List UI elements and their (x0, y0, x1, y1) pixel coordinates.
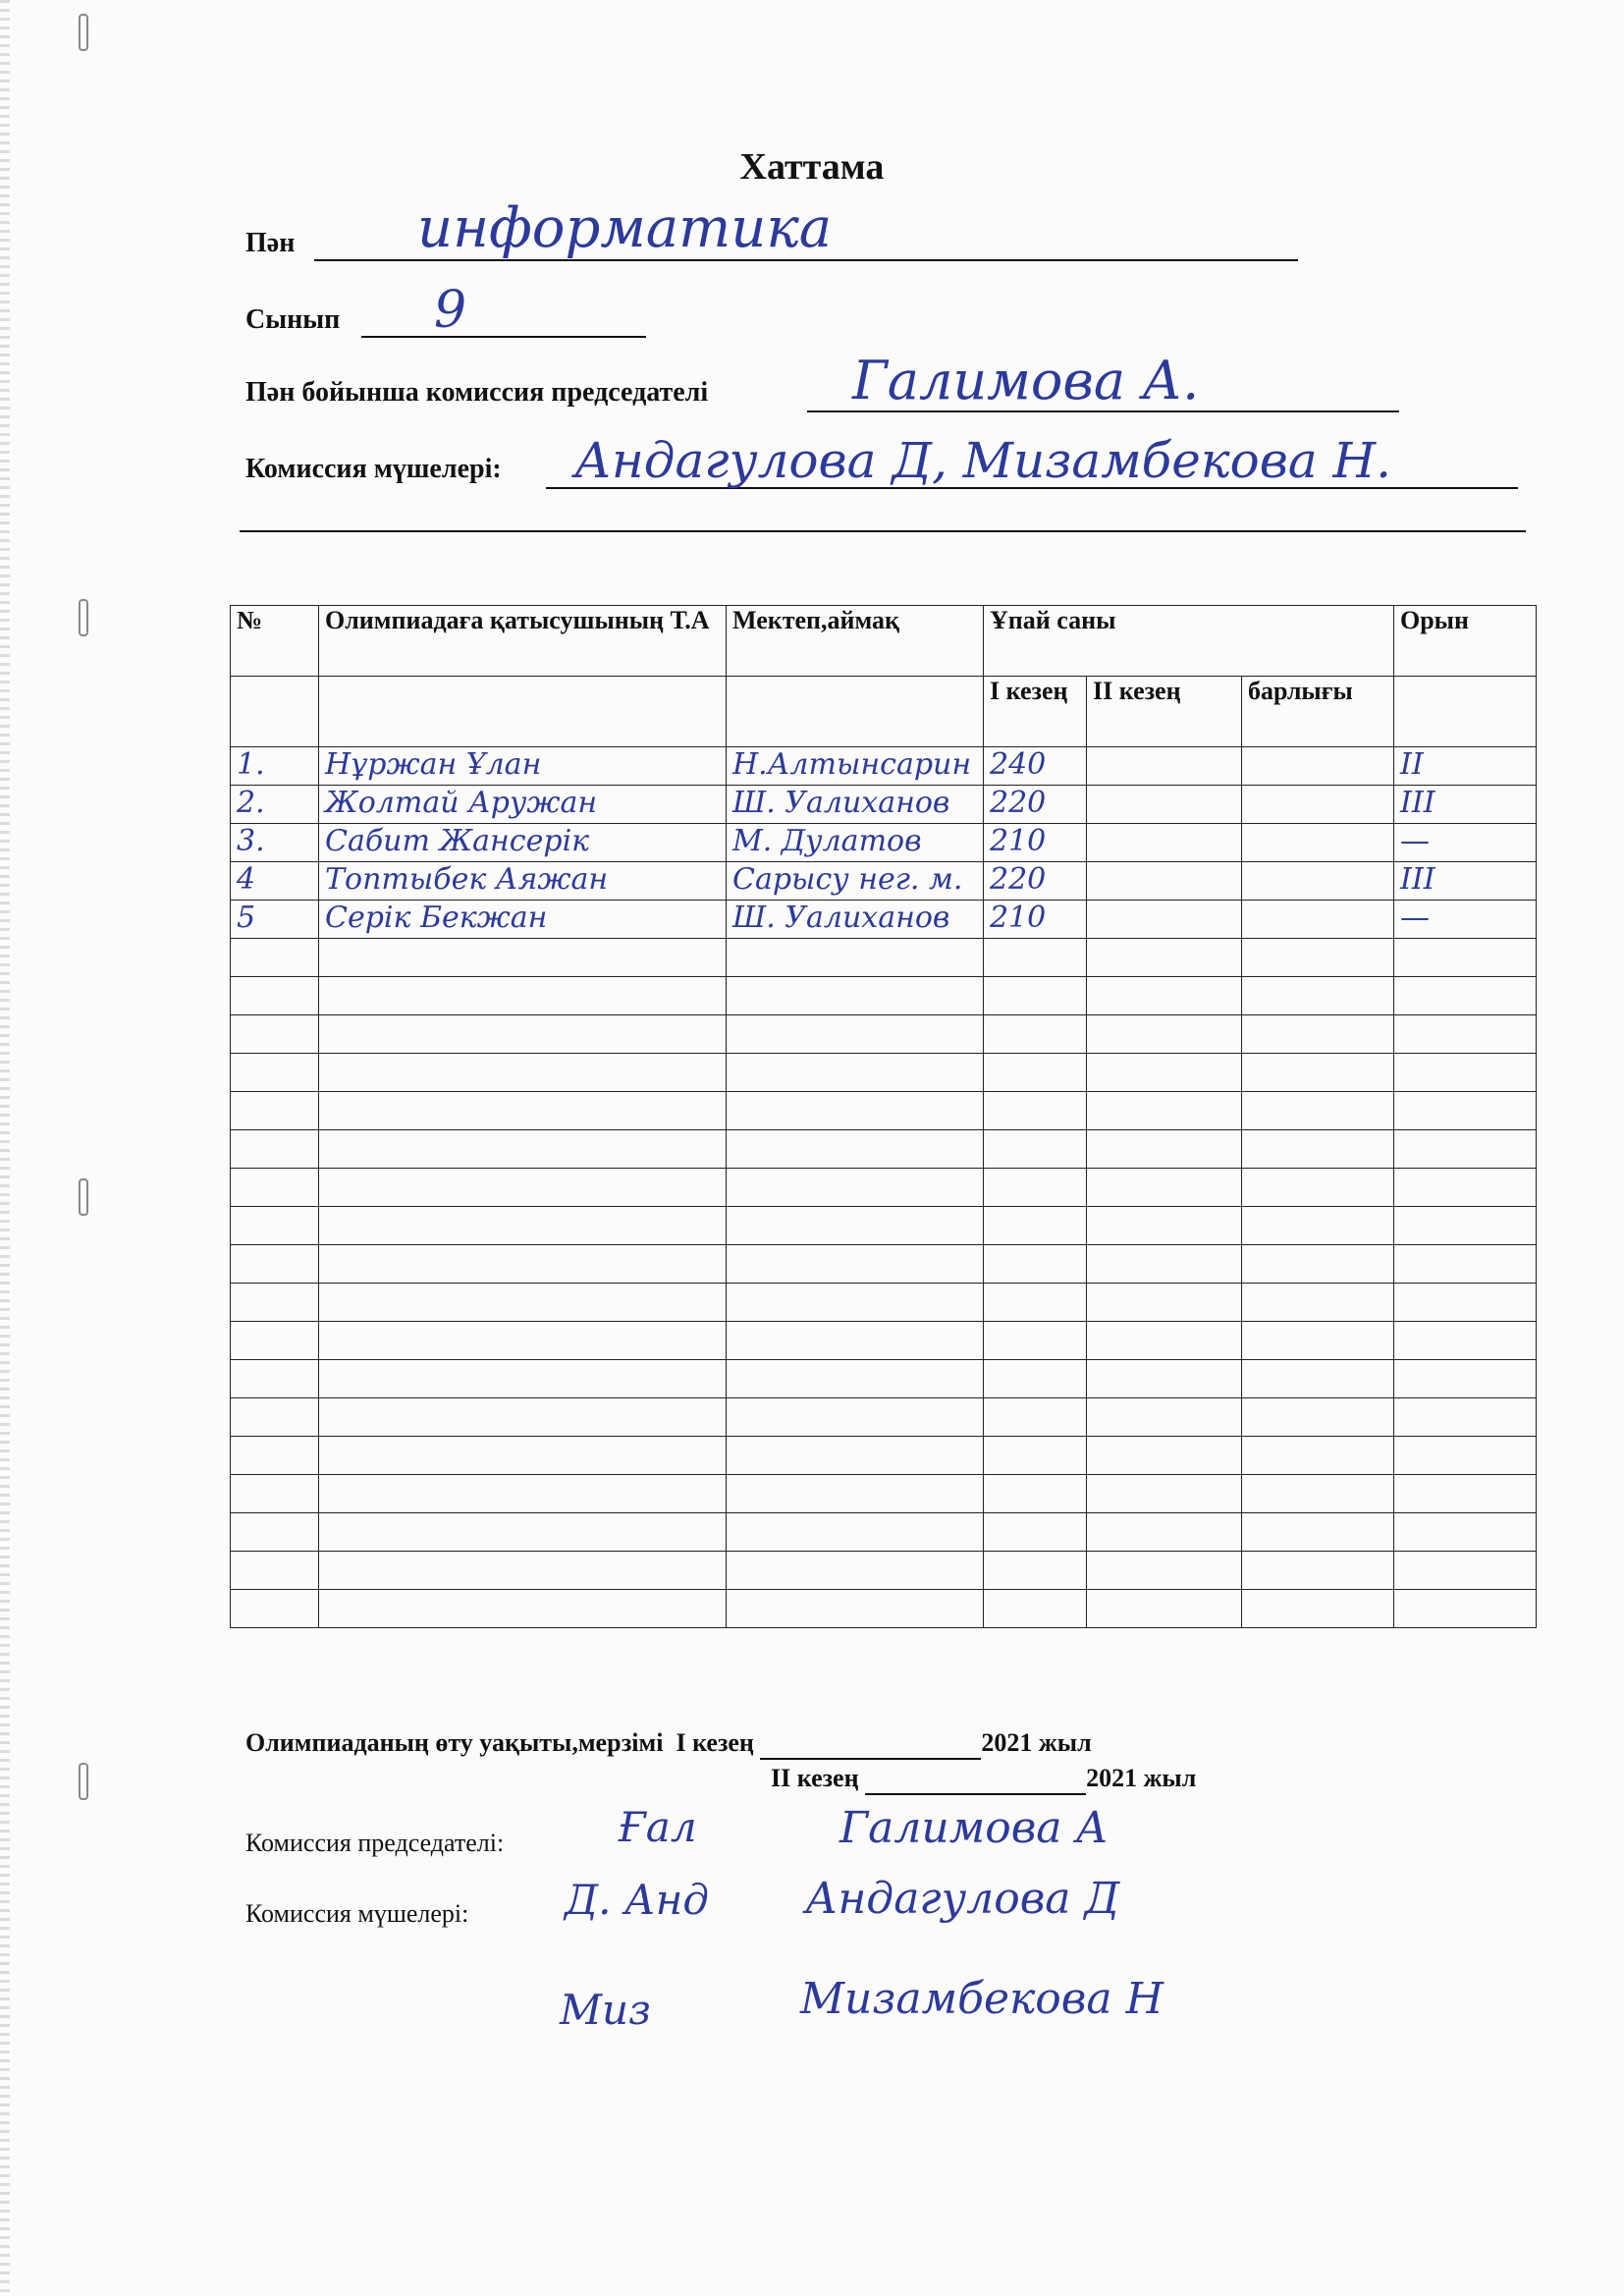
signature-member-1: Д. Анд (565, 1876, 709, 1924)
cell-num (231, 1054, 319, 1092)
cell-place: III (1394, 786, 1537, 824)
cell-stage1 (984, 1437, 1087, 1475)
cell-name (319, 1552, 727, 1590)
cell-school (727, 1284, 984, 1322)
cell-num (231, 1207, 319, 1245)
table-row (231, 824, 1537, 862)
cell-total (1242, 1015, 1394, 1054)
table-row-empty (231, 1437, 1537, 1475)
cell-stage1 (984, 1590, 1087, 1628)
binder-hole (79, 14, 88, 51)
cell-name (319, 1437, 727, 1475)
cell-stage1: 210 (984, 901, 1087, 939)
cell-total (1242, 1475, 1394, 1513)
cell-stage2 (1087, 1398, 1242, 1437)
cell-total (1242, 1207, 1394, 1245)
sign-chair-name: Галимова А (839, 1803, 1109, 1853)
table-row (231, 786, 1537, 824)
members-line-2 (240, 530, 1526, 532)
document-title: Хаттама (739, 146, 885, 188)
members-label: Комиссия мүшелері: (245, 454, 502, 484)
cell-stage2 (1087, 1513, 1242, 1552)
cell-school: Ш. Уалиханов (727, 901, 984, 939)
cell-school (727, 1207, 984, 1245)
year1: 2021 жыл (981, 1728, 1092, 1757)
table-row-empty (231, 1207, 1537, 1245)
table-row-empty (231, 1513, 1537, 1552)
cell-place (1394, 1398, 1537, 1437)
cell-stage1 (984, 1322, 1087, 1360)
cell-school (727, 1169, 984, 1207)
header-num: № (231, 606, 319, 677)
cell-name (319, 1245, 727, 1284)
table-row-empty (231, 977, 1537, 1015)
cell-name: Нұржан Ұлан (319, 747, 727, 786)
cell-stage2 (1087, 1322, 1242, 1360)
cell-stage1 (984, 1360, 1087, 1398)
cell-school (727, 1130, 984, 1169)
cell-stage1: 220 (984, 786, 1087, 824)
cell-school (727, 1590, 984, 1628)
cell-place (1394, 1360, 1537, 1398)
table-row-empty (231, 1398, 1537, 1437)
cell-name (319, 939, 727, 977)
cell-name (319, 1398, 727, 1437)
cell-num (231, 939, 319, 977)
cell-total (1242, 977, 1394, 1015)
table-row (231, 901, 1537, 939)
subject-value: информатика (417, 196, 833, 260)
cell-stage1 (984, 1207, 1087, 1245)
year2: 2021 жыл (1086, 1764, 1197, 1792)
cell-num (231, 1552, 319, 1590)
cell-num (231, 1322, 319, 1360)
cell-stage2 (1087, 1552, 1242, 1590)
cell-place: — (1394, 824, 1537, 862)
cell-place (1394, 1245, 1537, 1284)
cell-stage1 (984, 977, 1087, 1015)
cell-school: Ш. Уалиханов (727, 786, 984, 824)
table-row-empty (231, 1245, 1537, 1284)
cell-name (319, 1475, 727, 1513)
header-points: Ұпай саны (984, 606, 1394, 677)
cell-stage2 (1087, 1437, 1242, 1475)
cell-school (727, 1015, 984, 1054)
cell-school (727, 1552, 984, 1590)
table-row-empty (231, 1092, 1537, 1130)
cell-stage1 (984, 1513, 1087, 1552)
cell-num (231, 977, 319, 1015)
cell-place: III (1394, 862, 1537, 901)
cell-stage1 (984, 939, 1087, 977)
cell-total (1242, 1398, 1394, 1437)
table-row-empty (231, 1284, 1537, 1322)
cell-num (231, 1590, 319, 1628)
binder-hole (79, 599, 88, 636)
cell-place (1394, 1169, 1537, 1207)
cell-num: 4 (231, 862, 319, 901)
cell-place (1394, 1322, 1537, 1360)
cell-total (1242, 1054, 1394, 1092)
table-row-empty (231, 1552, 1537, 1590)
table-row-empty (231, 1054, 1537, 1092)
cell-total (1242, 1322, 1394, 1360)
cell-school (727, 1437, 984, 1475)
table-row-empty (231, 1169, 1537, 1207)
cell-stage2 (1087, 1475, 1242, 1513)
cell-place (1394, 1475, 1537, 1513)
cell-name (319, 1284, 727, 1322)
cell-place: — (1394, 901, 1537, 939)
table-row-empty (231, 1475, 1537, 1513)
cell-stage2 (1087, 824, 1242, 862)
cell-school (727, 1475, 984, 1513)
cell-num (231, 1398, 319, 1437)
header-blank (319, 677, 727, 747)
cell-name: Сабит Жансерік (319, 824, 727, 862)
cell-stage2 (1087, 1360, 1242, 1398)
cell-stage2 (1087, 901, 1242, 939)
cell-stage2 (1087, 939, 1242, 977)
sign-chair-label: Комиссия председателі: (245, 1829, 505, 1857)
cell-stage2 (1087, 1092, 1242, 1130)
table-row-empty (231, 1130, 1537, 1169)
cell-num (231, 1130, 319, 1169)
subject-label: Пән (245, 228, 296, 258)
cell-stage1 (984, 1169, 1087, 1207)
cell-school: Н.Алтынсарин (727, 747, 984, 786)
header-place: Орын (1394, 606, 1537, 677)
header-stage1: I кезең (984, 677, 1087, 747)
cell-name (319, 1513, 727, 1552)
cell-name (319, 1590, 727, 1628)
cell-num (231, 1169, 319, 1207)
header-school: Мектеп,аймақ (727, 606, 984, 677)
cell-stage2 (1087, 1054, 1242, 1092)
cell-total (1242, 1437, 1394, 1475)
cell-total (1242, 786, 1394, 824)
cell-stage1 (984, 1475, 1087, 1513)
cell-stage2 (1087, 1245, 1242, 1284)
binder-hole (79, 1178, 88, 1216)
cell-name (319, 1360, 727, 1398)
cell-place (1394, 1284, 1537, 1322)
results-table (230, 605, 1537, 1628)
header-total: барлығы (1242, 677, 1394, 747)
table-row-empty (231, 1360, 1537, 1398)
cell-place (1394, 1054, 1537, 1092)
cell-num (231, 1092, 319, 1130)
cell-stage1 (984, 1054, 1087, 1092)
cell-place (1394, 977, 1537, 1015)
cell-school (727, 1245, 984, 1284)
cell-num: 2. (231, 786, 319, 824)
cell-num (231, 1437, 319, 1475)
class-line (361, 336, 646, 338)
cell-num: 5 (231, 901, 319, 939)
cell-name (319, 1054, 727, 1092)
cell-stage2 (1087, 1130, 1242, 1169)
cell-num: 3. (231, 824, 319, 862)
header-blank (727, 677, 984, 747)
cell-place (1394, 1513, 1537, 1552)
cell-school (727, 1398, 984, 1437)
cell-place (1394, 1130, 1537, 1169)
cell-name (319, 1015, 727, 1054)
cell-num (231, 1475, 319, 1513)
cell-total (1242, 1513, 1394, 1552)
cell-place (1394, 939, 1537, 977)
timing-row-2 (771, 1764, 1196, 1795)
table-body (231, 747, 1537, 1628)
cell-num: 1. (231, 747, 319, 786)
cell-total (1242, 862, 1394, 901)
cell-stage1 (984, 1552, 1087, 1590)
table-row-empty (231, 1015, 1537, 1054)
cell-stage1 (984, 1245, 1087, 1284)
cell-total (1242, 1284, 1394, 1322)
cell-school (727, 977, 984, 1015)
header-blank (231, 677, 319, 747)
cell-name (319, 977, 727, 1015)
stage2-label: II кезең (771, 1764, 859, 1792)
members-value: Андагулова Д, Мизамбекова Н. (574, 432, 1392, 489)
cell-school: М. Дулатов (727, 824, 984, 862)
cell-stage1: 240 (984, 747, 1087, 786)
cell-total (1242, 1360, 1394, 1398)
cell-stage1 (984, 1092, 1087, 1130)
cell-num (231, 1513, 319, 1552)
cell-total (1242, 939, 1394, 977)
timing-label: Олимпиаданың өту уақыты,мерзімі (245, 1728, 664, 1757)
header-blank (1394, 677, 1537, 747)
class-value: 9 (434, 281, 467, 340)
cell-stage2 (1087, 1015, 1242, 1054)
cell-total (1242, 1169, 1394, 1207)
cell-stage1 (984, 1284, 1087, 1322)
cell-stage2 (1087, 1169, 1242, 1207)
cell-total (1242, 901, 1394, 939)
cell-num (231, 1284, 319, 1322)
cell-stage2 (1087, 1590, 1242, 1628)
cell-stage2 (1087, 786, 1242, 824)
cell-name (319, 1130, 727, 1169)
table-row (231, 747, 1537, 786)
table-row-empty (231, 1322, 1537, 1360)
cell-stage1: 220 (984, 862, 1087, 901)
cell-name (319, 1322, 727, 1360)
cell-stage2 (1087, 1207, 1242, 1245)
cell-place (1394, 1437, 1537, 1475)
cell-stage2 (1087, 747, 1242, 786)
table-row-empty (231, 939, 1537, 977)
cell-place: II (1394, 747, 1537, 786)
header-name: Олимпиадаға қатысушының Т.А (319, 606, 727, 677)
cell-num (231, 1245, 319, 1284)
cell-place (1394, 1590, 1537, 1628)
cell-school: Сарысу нег. м. (727, 862, 984, 901)
class-label: Сынып (245, 304, 341, 335)
cell-stage1: 210 (984, 824, 1087, 862)
cell-place (1394, 1015, 1537, 1054)
scan-edge (0, 0, 10, 2296)
signature-chair: Ғал (619, 1803, 697, 1851)
stage1-date-line (760, 1728, 981, 1760)
cell-stage2 (1087, 862, 1242, 901)
cell-stage1 (984, 1398, 1087, 1437)
cell-school (727, 939, 984, 977)
cell-num (231, 1015, 319, 1054)
cell-place (1394, 1092, 1537, 1130)
cell-school (727, 1054, 984, 1092)
cell-place (1394, 1552, 1537, 1590)
cell-name: Серік Бекжан (319, 901, 727, 939)
cell-total (1242, 824, 1394, 862)
cell-stage1 (984, 1015, 1087, 1054)
timing-row-1 (245, 1728, 1092, 1760)
sign-members-label: Комиссия мүшелері: (245, 1899, 469, 1928)
cell-school (727, 1513, 984, 1552)
cell-name (319, 1207, 727, 1245)
cell-name (319, 1169, 727, 1207)
cell-total (1242, 747, 1394, 786)
cell-stage2 (1087, 977, 1242, 1015)
header-stage2: II кезең (1087, 677, 1242, 747)
cell-num (231, 1360, 319, 1398)
table-row (231, 862, 1537, 901)
cell-stage1 (984, 1130, 1087, 1169)
cell-school (727, 1322, 984, 1360)
chair-value: Галимова А. (852, 350, 1200, 411)
cell-name: Топтыбек Аяжан (319, 862, 727, 901)
cell-total (1242, 1552, 1394, 1590)
cell-total (1242, 1130, 1394, 1169)
cell-total (1242, 1245, 1394, 1284)
stage1-label: I кезең (676, 1728, 754, 1757)
chair-label: Пән бойынша комиссия председателі (245, 377, 709, 408)
signature-member-2: Миз (560, 1986, 651, 2034)
cell-name: Жолтай Аружан (319, 786, 727, 824)
stage2-date-line (865, 1764, 1086, 1795)
sign-member1-name: Андагулова Д (805, 1874, 1120, 1924)
sign-member2-name: Мизамбекова Н (800, 1974, 1164, 2024)
binder-hole (79, 1763, 88, 1800)
cell-name (319, 1092, 727, 1130)
table-row-empty (231, 1590, 1537, 1628)
cell-total (1242, 1590, 1394, 1628)
cell-school (727, 1092, 984, 1130)
cell-stage2 (1087, 1284, 1242, 1322)
cell-school (727, 1360, 984, 1398)
cell-place (1394, 1207, 1537, 1245)
cell-total (1242, 1092, 1394, 1130)
